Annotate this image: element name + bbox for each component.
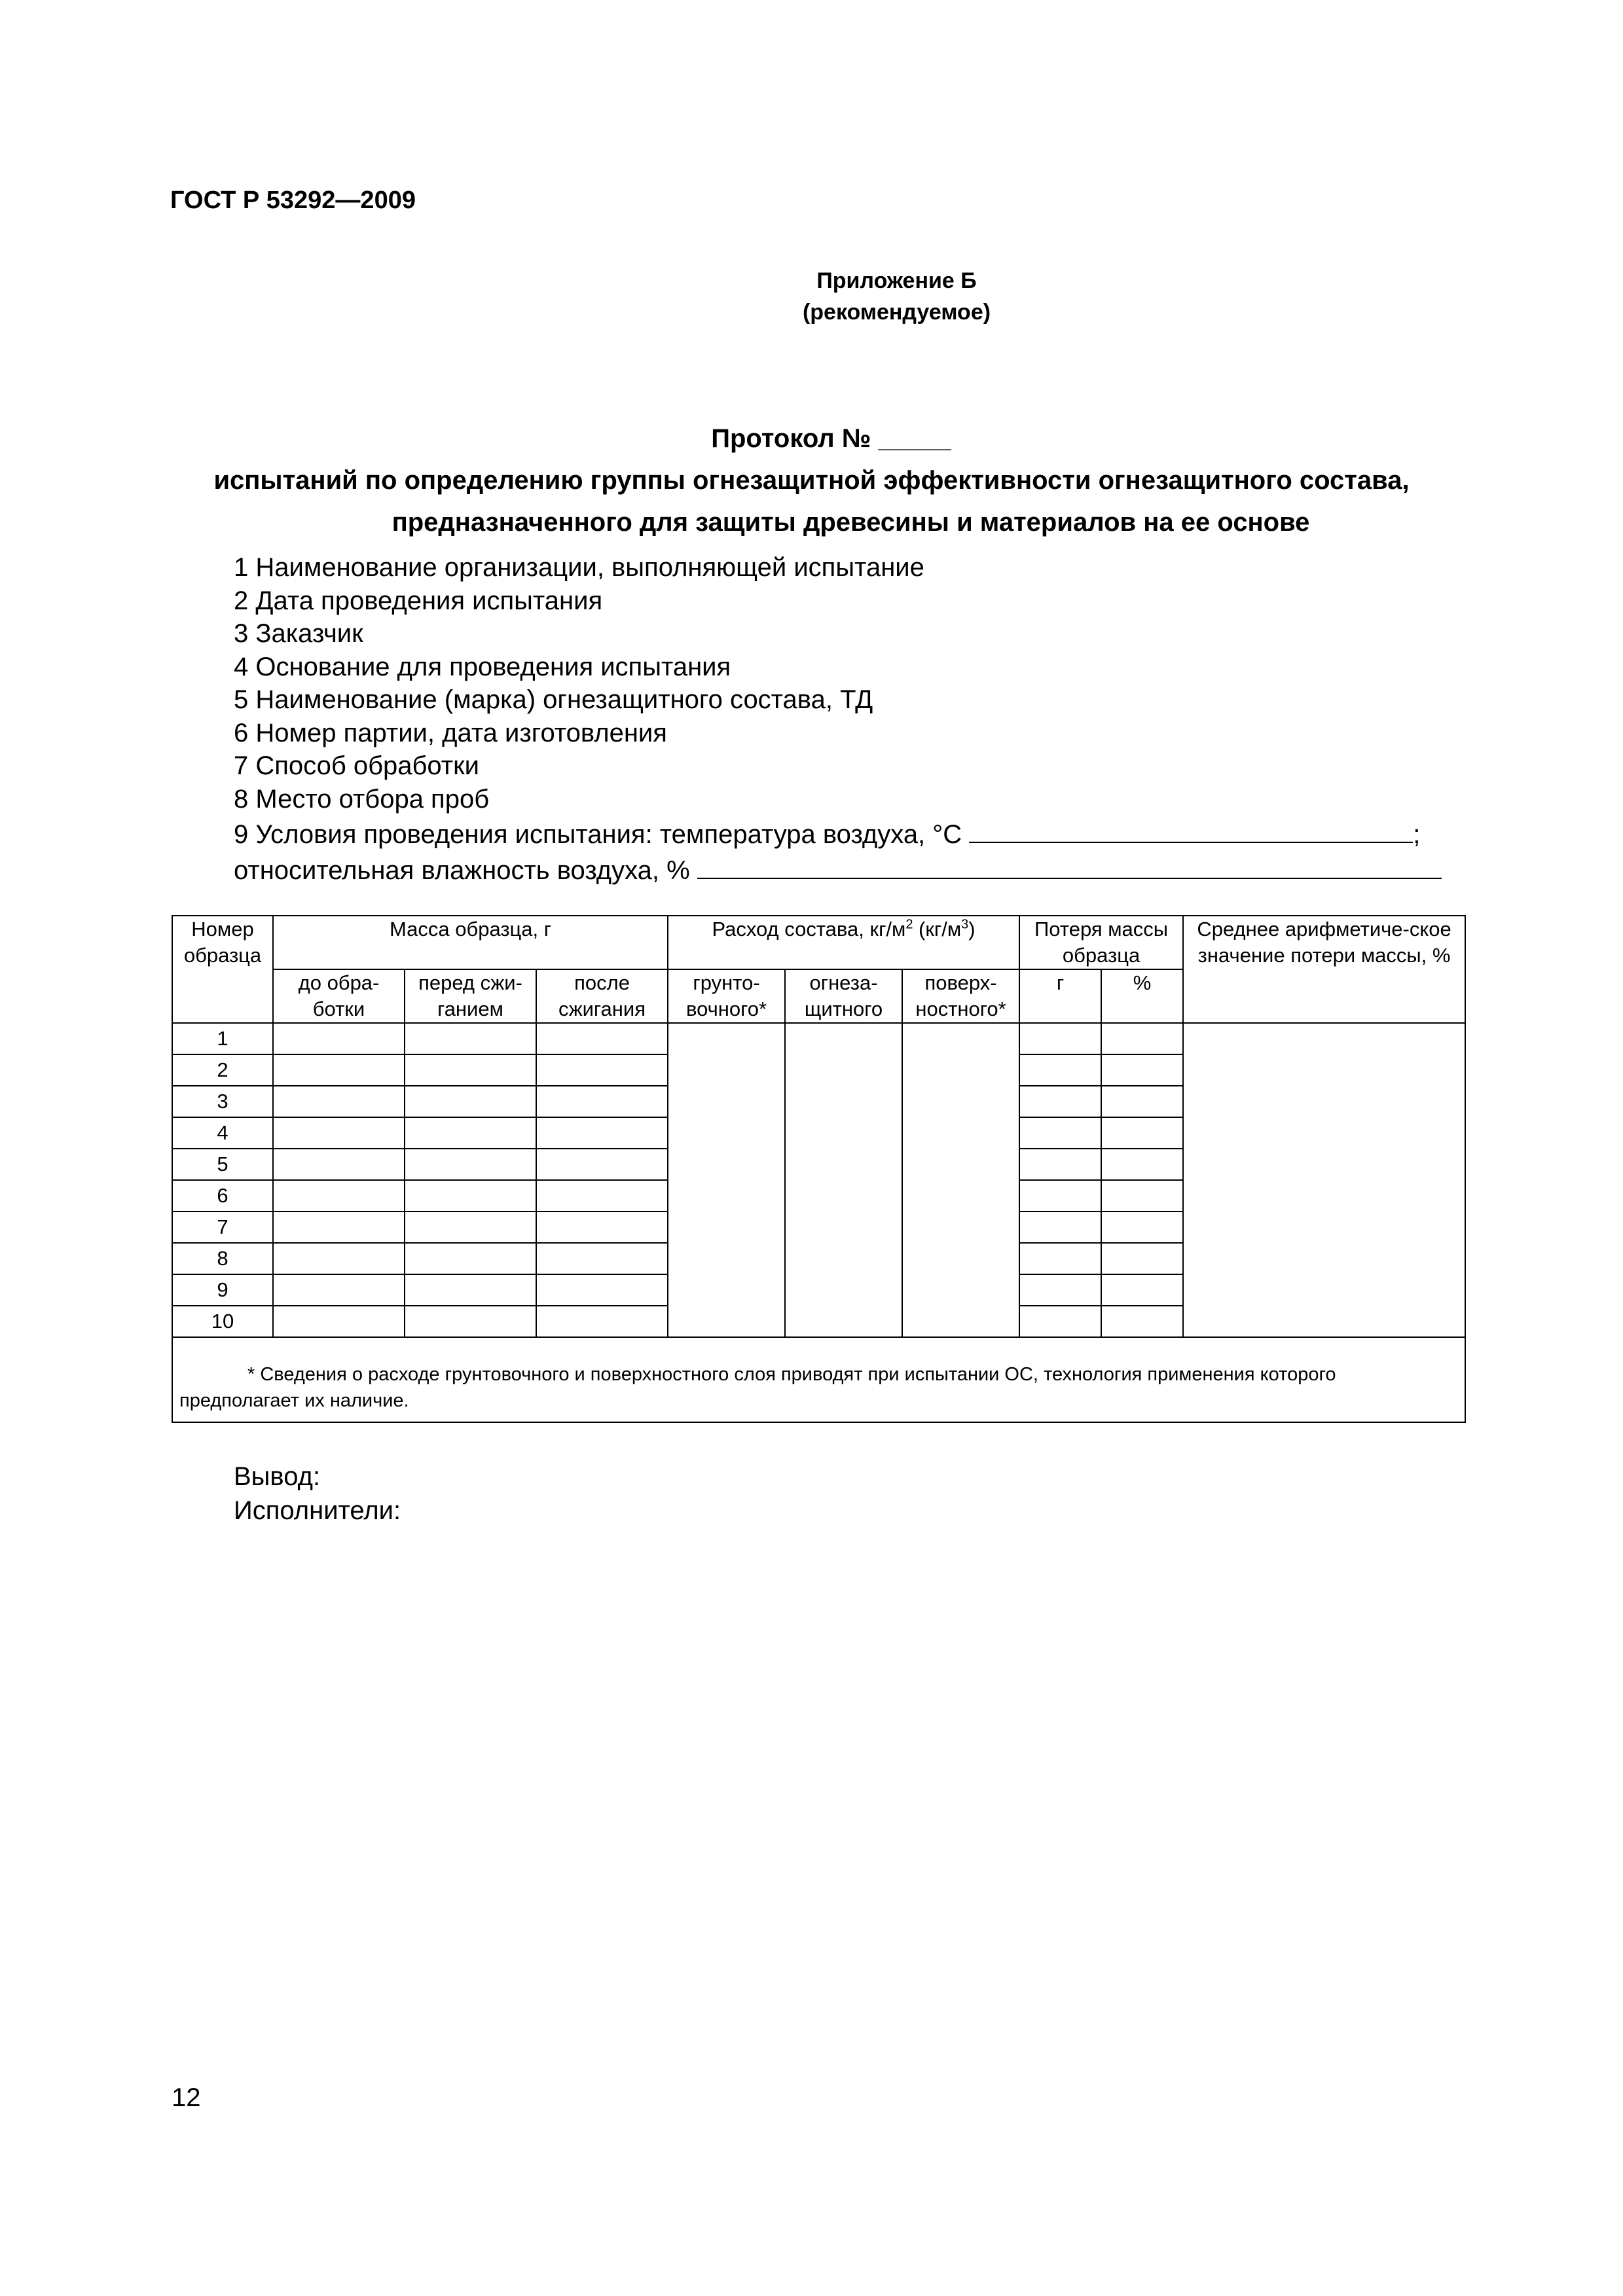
humidity-label: относительная влажность воздуха, % bbox=[234, 855, 690, 885]
protocol-number-line: Протокол № _____ bbox=[711, 424, 951, 453]
mass-before-cell[interactable] bbox=[273, 1180, 405, 1211]
row-number: 9 bbox=[172, 1274, 273, 1306]
item-organization: 1 Наименование организации, выполняющей испытание bbox=[234, 553, 924, 582]
mass-pre-burn-cell[interactable] bbox=[405, 1306, 536, 1337]
humidity-blank[interactable] bbox=[697, 852, 1442, 879]
mass-pre-burn-cell[interactable] bbox=[405, 1054, 536, 1086]
loss-percent-cell[interactable] bbox=[1101, 1211, 1183, 1243]
loss-percent-cell[interactable] bbox=[1101, 1149, 1183, 1180]
mass-pre-burn-cell[interactable] bbox=[405, 1086, 536, 1117]
mass-before-cell[interactable] bbox=[273, 1054, 405, 1086]
row-number: 5 bbox=[172, 1149, 273, 1180]
mass-before-cell[interactable] bbox=[273, 1306, 405, 1337]
subheader-before-treatment: до обра-ботки bbox=[273, 969, 405, 1023]
mass-before-cell[interactable] bbox=[273, 1211, 405, 1243]
annex-title: Приложение Б bbox=[816, 268, 977, 293]
consumption-prefix: Расход состава, кг/м bbox=[712, 918, 906, 941]
surface-consumption-cell[interactable] bbox=[902, 1023, 1019, 1337]
mass-after-cell[interactable] bbox=[536, 1023, 668, 1054]
subheader-primer: грунто-вочного* bbox=[668, 969, 785, 1023]
loss-grams-cell[interactable] bbox=[1019, 1243, 1101, 1274]
test-results-table bbox=[172, 915, 1466, 1423]
loss-grams-cell[interactable] bbox=[1019, 1180, 1101, 1211]
average-loss-cell[interactable] bbox=[1183, 1023, 1465, 1337]
header-sample-mass: Масса образца, г bbox=[273, 916, 668, 969]
temperature-end: ; bbox=[1413, 820, 1421, 849]
mass-before-cell[interactable] bbox=[273, 1243, 405, 1274]
mass-after-cell[interactable] bbox=[536, 1306, 668, 1337]
row-number: 7 bbox=[172, 1211, 273, 1243]
row-number: 6 bbox=[172, 1180, 273, 1211]
mass-after-cell[interactable] bbox=[536, 1274, 668, 1306]
primer-consumption-cell[interactable] bbox=[668, 1023, 785, 1337]
protocol-items-list bbox=[234, 551, 1471, 887]
footnote-row bbox=[172, 1337, 1465, 1422]
consumption-sup-volume: 3 bbox=[961, 917, 969, 932]
header-consumption bbox=[668, 916, 1019, 969]
row-number: 8 bbox=[172, 1243, 273, 1274]
subheader-loss-grams: г bbox=[1019, 969, 1101, 1023]
annex-heading bbox=[85, 265, 1623, 328]
mass-before-cell[interactable] bbox=[273, 1274, 405, 1306]
consumption-mid: (кг/м bbox=[913, 918, 962, 941]
loss-percent-cell[interactable] bbox=[1101, 1117, 1183, 1149]
item-conditions-humidity bbox=[234, 852, 1471, 888]
loss-percent-cell[interactable] bbox=[1101, 1274, 1183, 1306]
row-number: 3 bbox=[172, 1086, 273, 1117]
mass-pre-burn-cell[interactable] bbox=[405, 1117, 536, 1149]
loss-percent-cell[interactable] bbox=[1101, 1023, 1183, 1054]
mass-after-cell[interactable] bbox=[536, 1243, 668, 1274]
row-number: 2 bbox=[172, 1054, 273, 1086]
item-batch-number: 6 Номер партии, дата изготовления bbox=[234, 718, 667, 747]
loss-grams-cell[interactable] bbox=[1019, 1117, 1101, 1149]
mass-after-cell[interactable] bbox=[536, 1054, 668, 1086]
mass-before-cell[interactable] bbox=[273, 1117, 405, 1149]
protocol-heading bbox=[0, 418, 1623, 543]
loss-percent-cell[interactable] bbox=[1101, 1306, 1183, 1337]
mass-pre-burn-cell[interactable] bbox=[405, 1243, 536, 1274]
item-customer: 3 Заказчик bbox=[234, 619, 363, 648]
annex-status: (рекомендуемое) bbox=[802, 300, 991, 325]
mass-before-cell[interactable] bbox=[273, 1023, 405, 1054]
subheader-surface: поверх-ностного* bbox=[902, 969, 1019, 1023]
mass-after-cell[interactable] bbox=[536, 1149, 668, 1180]
mass-pre-burn-cell[interactable] bbox=[405, 1211, 536, 1243]
loss-grams-cell[interactable] bbox=[1019, 1306, 1101, 1337]
header-average-loss: Среднее арифметиче-ское значение потери массы, % bbox=[1183, 916, 1465, 1023]
subheader-before-burning: перед сжи-ганием bbox=[405, 969, 536, 1023]
loss-percent-cell[interactable] bbox=[1101, 1086, 1183, 1117]
temperature-blank[interactable] bbox=[969, 816, 1413, 843]
item-composition-name: 5 Наименование (марка) огнезащитного состава, ТД bbox=[234, 685, 873, 714]
header-sample-number: Номер образца bbox=[172, 916, 273, 1023]
header-mass-loss: Потеря массы образца bbox=[1019, 916, 1183, 969]
table-row bbox=[172, 1023, 1465, 1054]
mass-pre-burn-cell[interactable] bbox=[405, 1274, 536, 1306]
item-treatment-method: 7 Способ обработки bbox=[234, 751, 479, 780]
protocol-subject-line: испытаний по определению группы огнезащитной эффективности огнезащитного состава, bbox=[213, 466, 1410, 495]
loss-grams-cell[interactable] bbox=[1019, 1086, 1101, 1117]
subheader-fire-retardant: огнеза-щитного bbox=[785, 969, 902, 1023]
row-number: 4 bbox=[172, 1117, 273, 1149]
row-number: 1 bbox=[172, 1023, 273, 1054]
loss-percent-cell[interactable] bbox=[1101, 1180, 1183, 1211]
page-number: 12 bbox=[172, 2083, 201, 2112]
mass-pre-burn-cell[interactable] bbox=[405, 1023, 536, 1054]
temperature-label: 9 Условия проведения испытания: температура воздуха, °С bbox=[234, 820, 962, 849]
loss-grams-cell[interactable] bbox=[1019, 1211, 1101, 1243]
document-code: ГОСТ Р 53292—2009 bbox=[170, 187, 416, 214]
mass-after-cell[interactable] bbox=[536, 1180, 668, 1211]
row-number: 10 bbox=[172, 1306, 273, 1337]
loss-percent-cell[interactable] bbox=[1101, 1243, 1183, 1274]
consumption-suffix: ) bbox=[968, 918, 976, 941]
conclusion-label: Вывод: bbox=[234, 1462, 321, 1491]
subheader-after-burning: после сжигания bbox=[536, 969, 668, 1023]
mass-before-cell[interactable] bbox=[273, 1149, 405, 1180]
subheader-loss-percent: % bbox=[1101, 969, 1183, 1023]
protocol-purpose-line: предназначенного для защиты древесины и материалов на ее основе bbox=[392, 508, 1310, 537]
item-conditions-temperature bbox=[234, 816, 1471, 852]
item-basis: 4 Основание для проведения испытания bbox=[234, 652, 731, 681]
item-sampling-place: 8 Место отбора проб bbox=[234, 784, 490, 814]
consumption-sup-area: 2 bbox=[905, 917, 913, 932]
performers-label: Исполнители: bbox=[234, 1496, 401, 1525]
item-test-date: 2 Дата проведения испытания bbox=[234, 586, 603, 615]
mass-after-cell[interactable] bbox=[536, 1086, 668, 1117]
loss-grams-cell[interactable] bbox=[1019, 1149, 1101, 1180]
table-footnote: * Сведения о расходе грунтовочного и поверхностного слоя приводят при испытании ОС, технология применения которого предполагает их наличие. bbox=[172, 1337, 1465, 1422]
mass-before-cell[interactable] bbox=[273, 1086, 405, 1117]
loss-grams-cell[interactable] bbox=[1019, 1054, 1101, 1086]
loss-grams-cell[interactable] bbox=[1019, 1274, 1101, 1306]
loss-percent-cell[interactable] bbox=[1101, 1054, 1183, 1086]
mass-pre-burn-cell[interactable] bbox=[405, 1149, 536, 1180]
mass-pre-burn-cell[interactable] bbox=[405, 1180, 536, 1211]
retardant-consumption-cell[interactable] bbox=[785, 1023, 902, 1337]
mass-after-cell[interactable] bbox=[536, 1117, 668, 1149]
conclusion-block bbox=[234, 1460, 401, 1528]
loss-grams-cell[interactable] bbox=[1019, 1023, 1101, 1054]
mass-after-cell[interactable] bbox=[536, 1211, 668, 1243]
